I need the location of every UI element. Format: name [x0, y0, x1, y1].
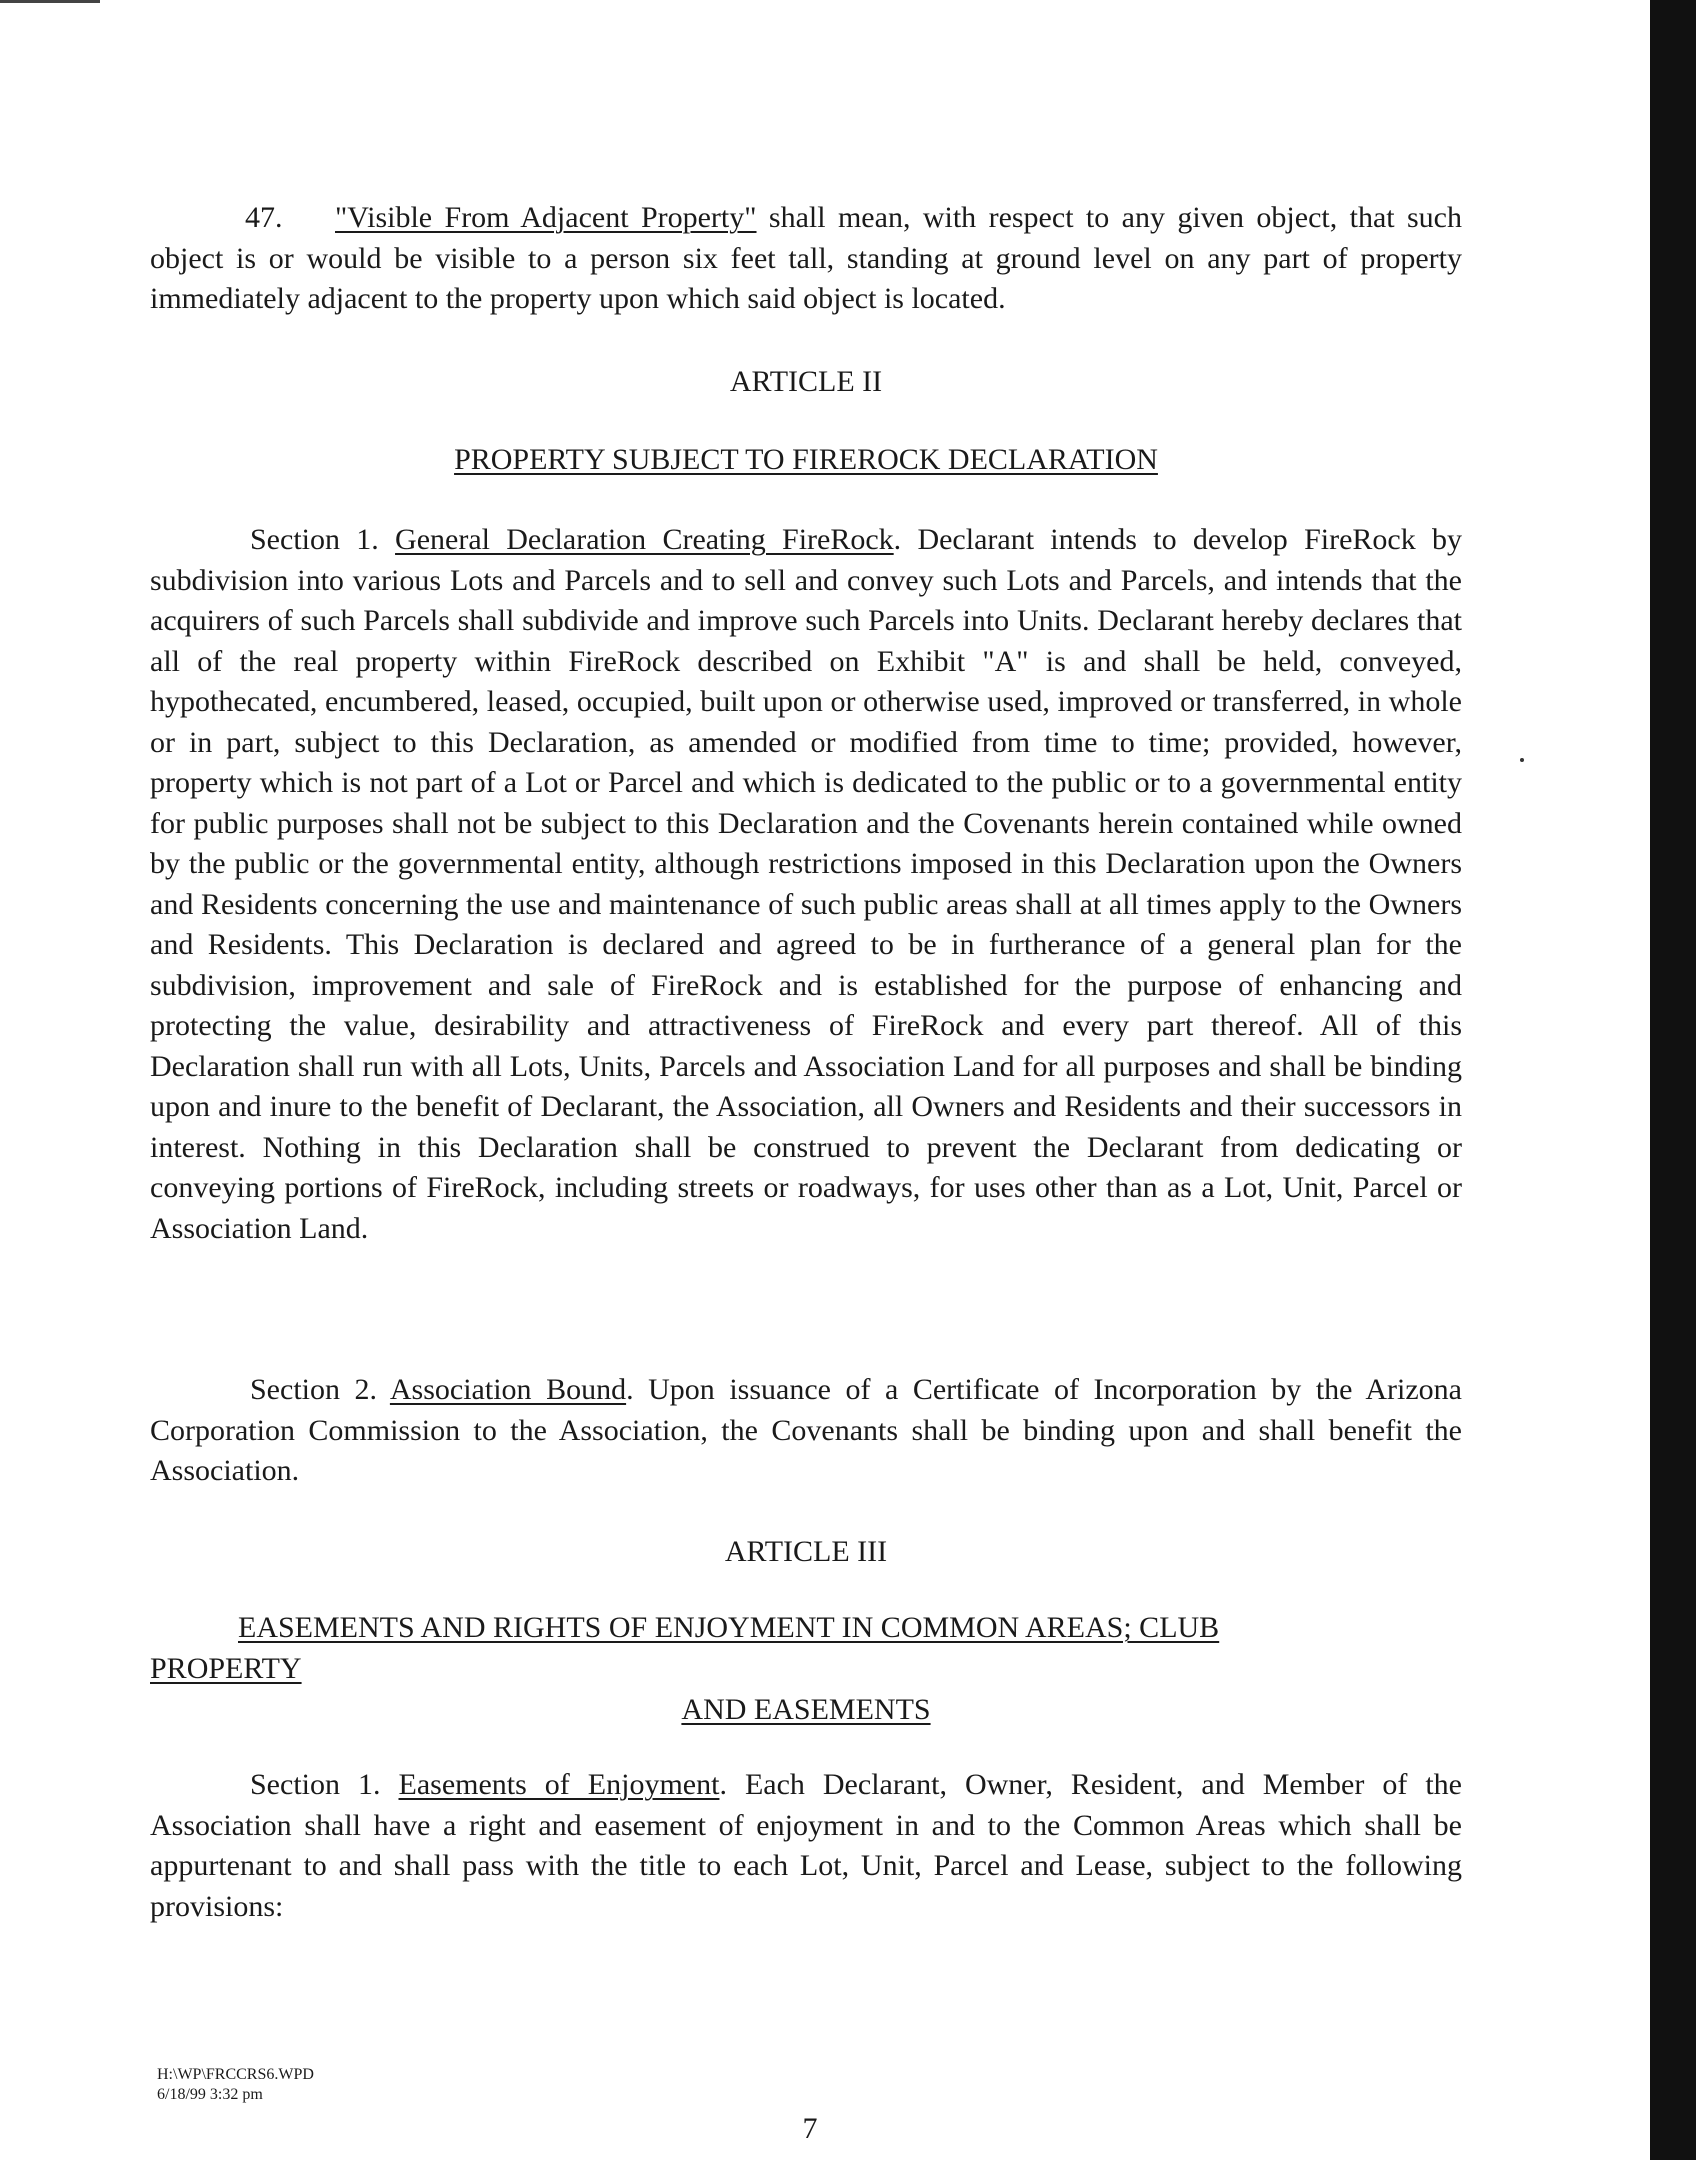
footer-file-info [157, 2065, 314, 2105]
article-3-heading: ARTICLE III [724, 1535, 888, 1568]
paragraph-number: 47. [245, 201, 283, 234]
section-label: Section 2. [250, 1373, 378, 1406]
footer-file-path: H:\WP\FRCCRS6.WPD [157, 2066, 314, 2083]
article-3-title-line-3: AND EASEMENTS [681, 1693, 931, 1726]
scan-edge-shadow [1650, 0, 1696, 2160]
article-2-heading: ARTICLE II [729, 365, 883, 398]
section-label: Section 1. [250, 523, 379, 556]
paragraph-47 [150, 198, 1462, 320]
section-title: Easements of Enjoyment [398, 1768, 720, 1801]
footer-date: 6/18/99 3:32 pm [157, 2086, 263, 2103]
article-2-section-2 [150, 1370, 1462, 1492]
page-number: 7 [802, 2112, 818, 2145]
article-2-title: PROPERTY SUBJECT TO FIREROCK DECLARATION [454, 443, 1158, 476]
section-text: . Upon issuance of a Certificate of Incorporation by the Arizona Corporation Commission to the Association, the Covenants shall be binding upon and shall benefit the Association. [150, 1373, 1462, 1487]
article-3-section-1 [150, 1765, 1462, 1927]
section-title: General Declaration Creating FireRock [395, 523, 894, 556]
section-label: Section 1. [250, 1768, 381, 1801]
section-text: . Declarant intends to develop FireRock by subdivision into various Lots and Parcels and to sell and convey such Lots and Parcels, and intends that the acquirers of such Parcels shall subdivide and improve such Parcels into Units. Declarant hereby declares that all of the real property within FireRock described on Exhibit "A" is and shall be held, conveyed, hypothecated, encumbered, leased, occupied, built upon or otherwise used, improved or transferred, in whole or in part, subject to this Declaration, as amended or modified from time to time; provided, however, property which is not part of a Lot or Parcel and which is dedicated to the public or to a governmental entity for public purposes shall not be subject to this Declaration and the Covenants herein contained while owned by the public or the governmental entity, although restrictions imposed in this Declaration upon the Owners and Residents concerning the use and maintenance of such public areas shall at all times apply to the Owners and Residents. This Declaration is declared and agreed to be in furtherance of a general plan for the subdivision, improvement and sale of FireRock and is established for the purpose of enhancing and protecting the value, desirability and attractiveness of FireRock and every part thereof. All of this Declaration shall run with all Lots, Units, Parcels and Association Land for all purposes and shall be binding upon and inure to the benefit of Declarant, the Association, all Owners and Residents and their successors in interest. Nothing in this Declaration shall be construed to prevent the Declarant from dedicating or conveying portions of FireRock, including streets or roadways, for uses other than as a Lot, Unit, Parcel or Association Land. [150, 523, 1462, 1245]
scan-speck [1520, 758, 1524, 762]
scan-artifact-mark [0, 0, 100, 3]
section-title: Association Bound [389, 1373, 627, 1406]
defined-term: "Visible From Adjacent Property" [335, 201, 757, 234]
paragraph-text: shall mean, with respect to any given object, that such object is or would be visible to a person six feet tall, standing at ground level on any part of property immediately adjacent to the property upon which said object is located. [150, 201, 1463, 315]
article-2-section-1 [150, 520, 1462, 1249]
section-text: . Each Declarant, Owner, Resident, and Member of the Association shall have a right and easement of enjoyment in and to the Common Areas which shall be appurtenant to and shall pass with the title to each Lot, Unit, Parcel and Lease, subject to the following provisions: [150, 1768, 1462, 1923]
article-3-title: EASEMENTS AND RIGHTS OF ENJOYMENT IN COMMON AREAS; CLUB PROPERTY [150, 1611, 1220, 1685]
